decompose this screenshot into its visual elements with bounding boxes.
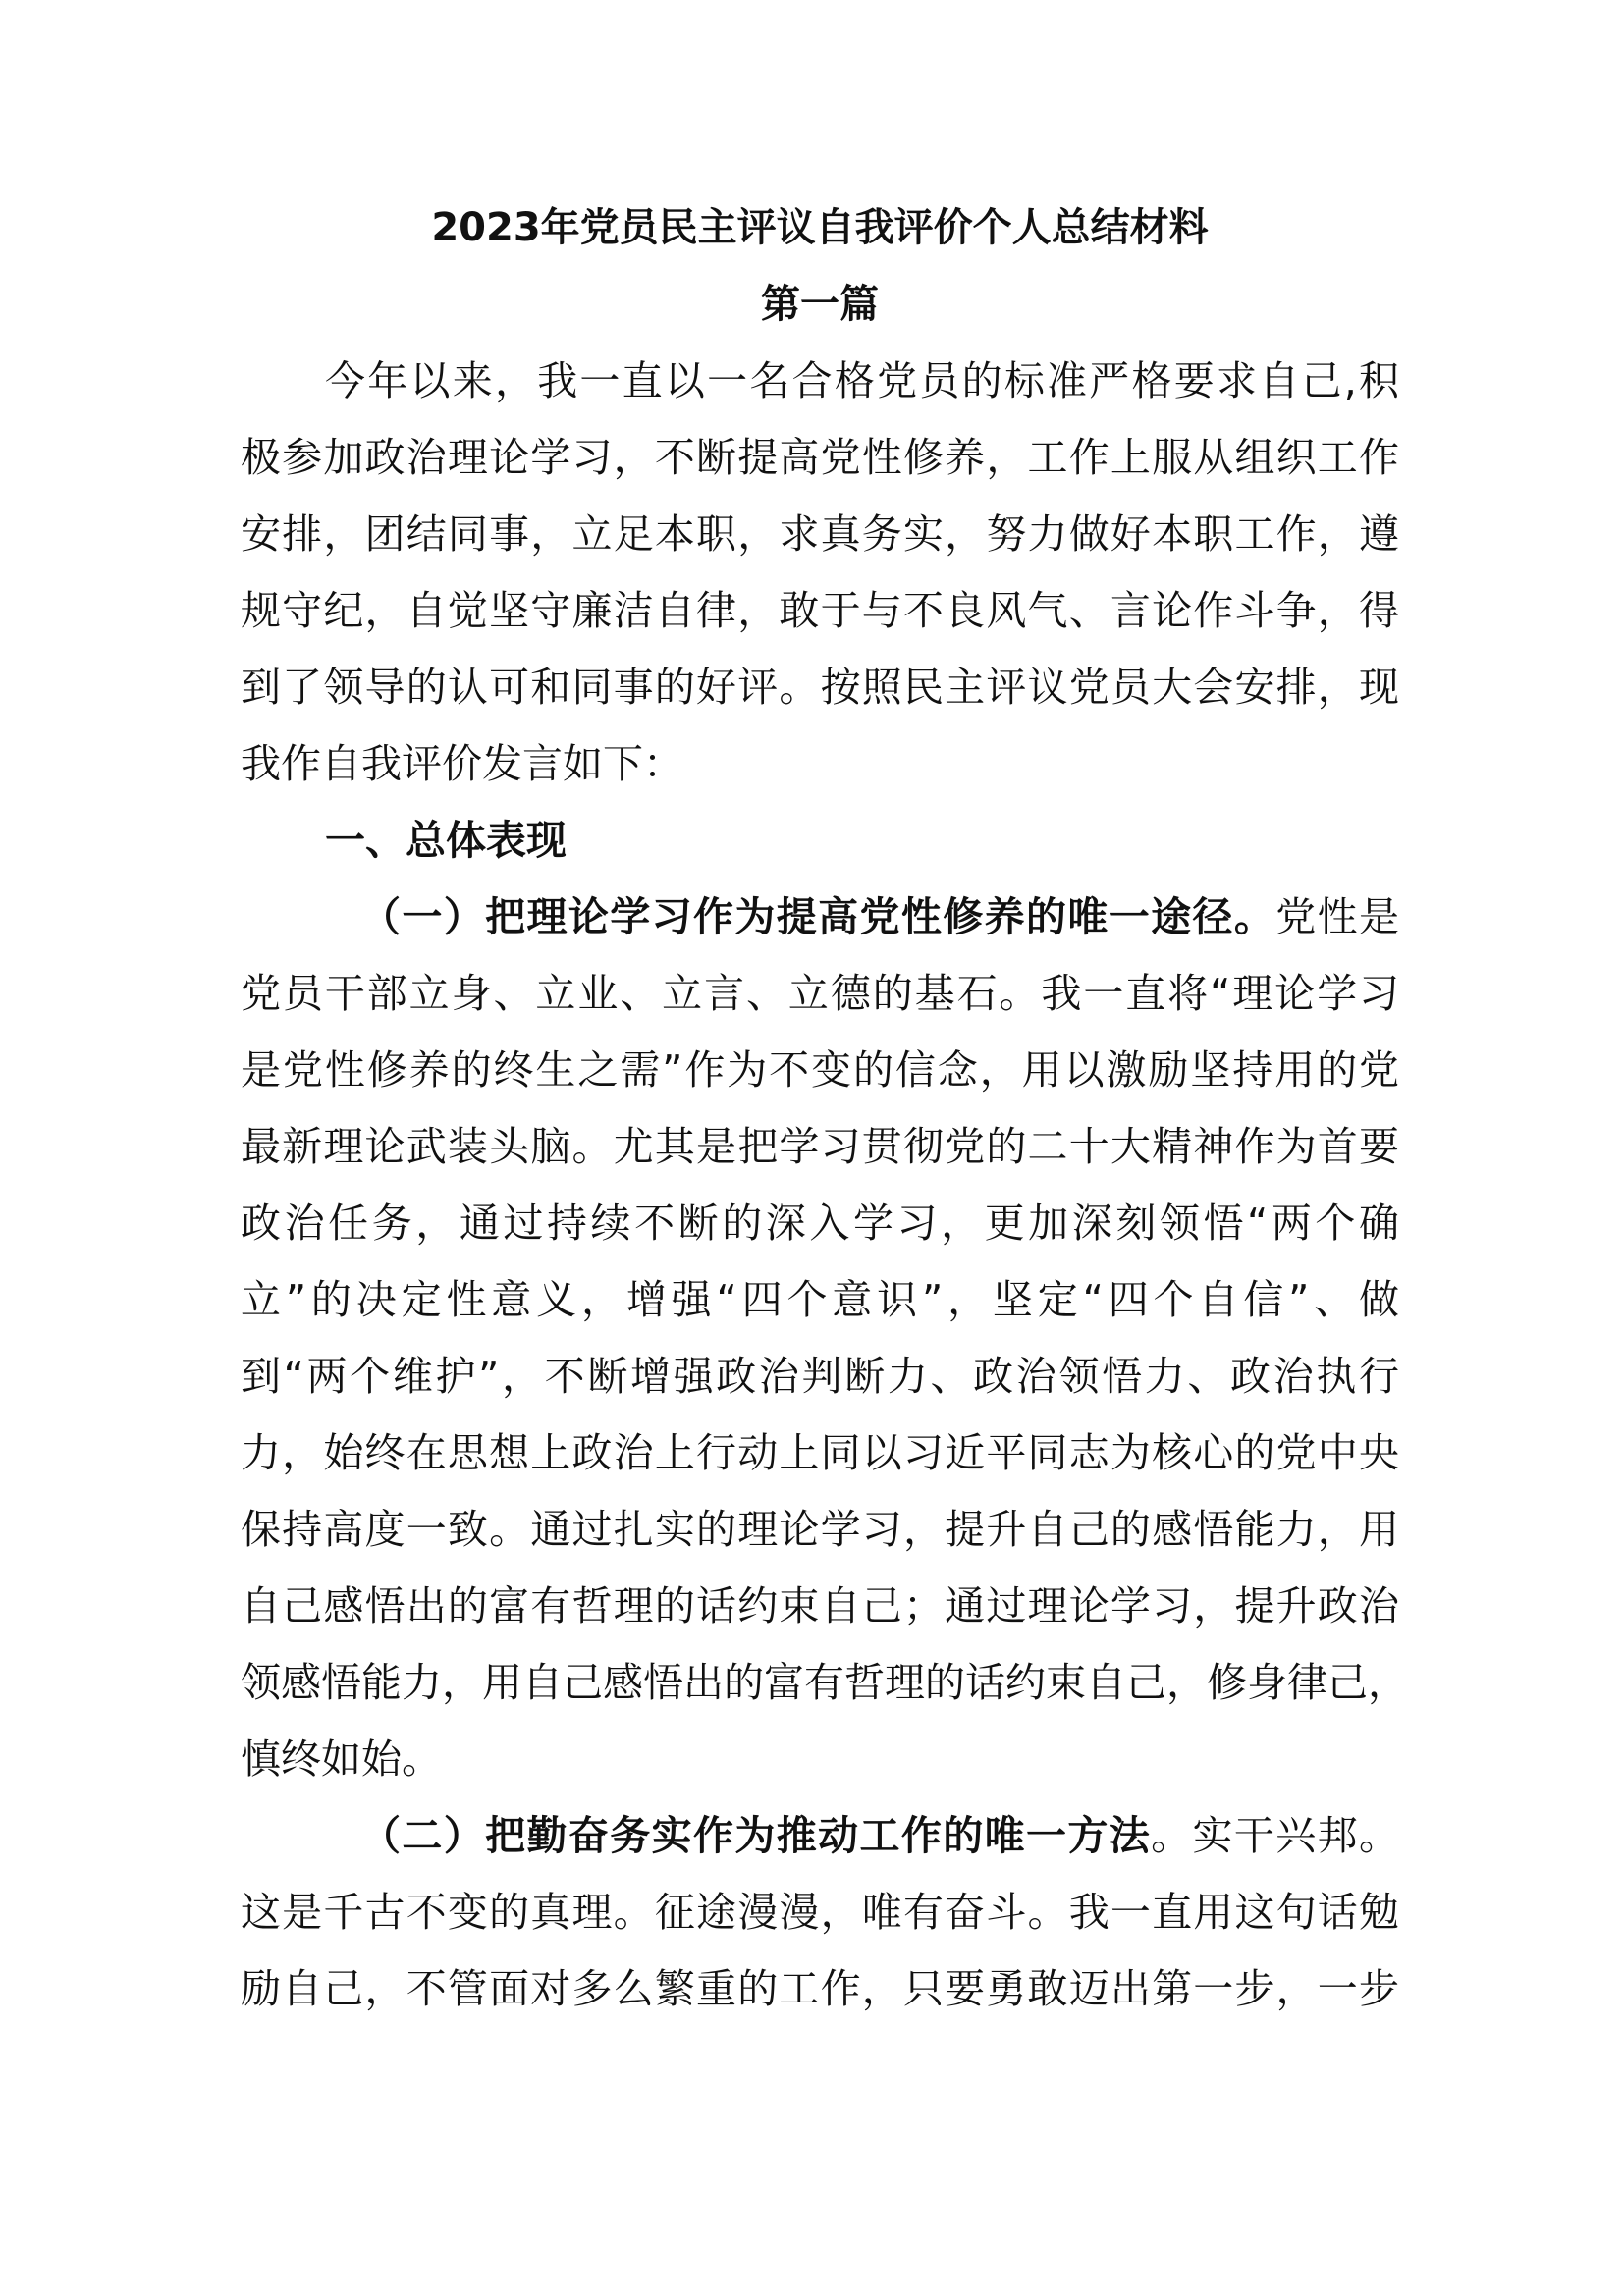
bold-heading: 一、总体表现 [325,817,567,864]
text-line [241,1032,1399,1108]
line-text: 立”的决定性意义，增强“四个意识”，坚定“四个自信”、做 [241,1276,1399,1323]
text-line [241,649,1399,725]
text-line [241,1644,1408,1721]
document-body [241,343,1408,2027]
line-text: 慎终如始。 [241,1735,442,1783]
text-line [241,1338,1399,1415]
line-text: 极参加政治理论学习，不断提高党性修养，工作上服从组织工作 [241,434,1399,481]
document-subtitle: 第一篇 [761,282,879,327]
line-text: 政治任务，通过持续不断的深入学习，更加深刻领悟“两个确 [241,1200,1399,1247]
text-line [241,343,1399,419]
line-text: 力，始终在思想上政治上行动上同以习近平同志为核心的党中央 [241,1429,1399,1476]
text-line [241,1950,1399,2027]
text-line [241,1721,1399,1797]
line-text: 励自己，不管面对多么繁重的工作，只要勇敢迈出第一步，一步 [241,1965,1399,2012]
text-line [241,879,1399,955]
text-line [241,802,1399,879]
bold-heading: （二）把勤奋务实作为推动工作的唯一方法 [360,1812,1152,1859]
line-text: 最新理论武装头脑。尤其是把学习贯彻党的二十大精神作为首要 [241,1123,1399,1170]
line-text: 。实干兴邦。 [1151,1812,1399,1859]
text-line [241,1108,1399,1185]
text-line [241,572,1399,649]
line-text: 安排，团结同事，立足本职，求真务实，努力做好本职工作，遵 [241,510,1399,558]
text-line [241,1415,1399,1491]
line-text: 我作自我评价发言如下： [241,740,683,787]
line-text: 到了领导的认可和同事的好评。按照民主评议党员大会安排，现 [241,664,1399,711]
line-text: 保持高度一致。通过扎实的理论学习，提升自己的感悟能力，用 [241,1506,1399,1553]
line-text: 党员干部立身、立业、立言、立德的基石。我一直将“理论学习 [241,970,1399,1017]
document-page [241,189,1408,2027]
line-text: 今年以来，我一直以一名合格党员的标准严格要求自己,积 [325,357,1399,404]
line-text: 自己感悟出的富有哲理的话约束自己；通过理论学习，提升政治 [241,1582,1399,1629]
text-line [241,725,1399,802]
bold-heading: （一）把理论学习作为提高党性修养的唯一途径。 [360,893,1276,940]
text-line [241,496,1399,572]
text-line [241,955,1399,1032]
line-text: 规守纪，自觉坚守廉洁自律，敢于与不良风气、言论作斗争，得 [241,587,1399,634]
text-line [241,1491,1399,1568]
text-line [241,1261,1399,1338]
line-text: 这是千古不变的真理。征途漫漫，唯有奋斗。我一直用这句话勉 [241,1889,1399,1936]
line-text: 是党性修养的终生之需”作为不变的信念，用以激励坚持用的党 [241,1046,1399,1094]
line-text: 党性是 [1275,893,1399,940]
text-line [241,1185,1399,1261]
line-text: 到“两个维护”，不断增强政治判断力、政治领悟力、政治执行 [241,1353,1399,1400]
line-text: 领感悟能力，用自己感悟出的富有哲理的话约束自己，修身律己， [241,1659,1408,1706]
text-line [241,1568,1399,1644]
text-line [241,1797,1399,1874]
document-title: 2023年党员民主评议自我评价个人总结材料 [431,205,1209,250]
text-line [241,1874,1399,1950]
text-line [241,419,1399,496]
